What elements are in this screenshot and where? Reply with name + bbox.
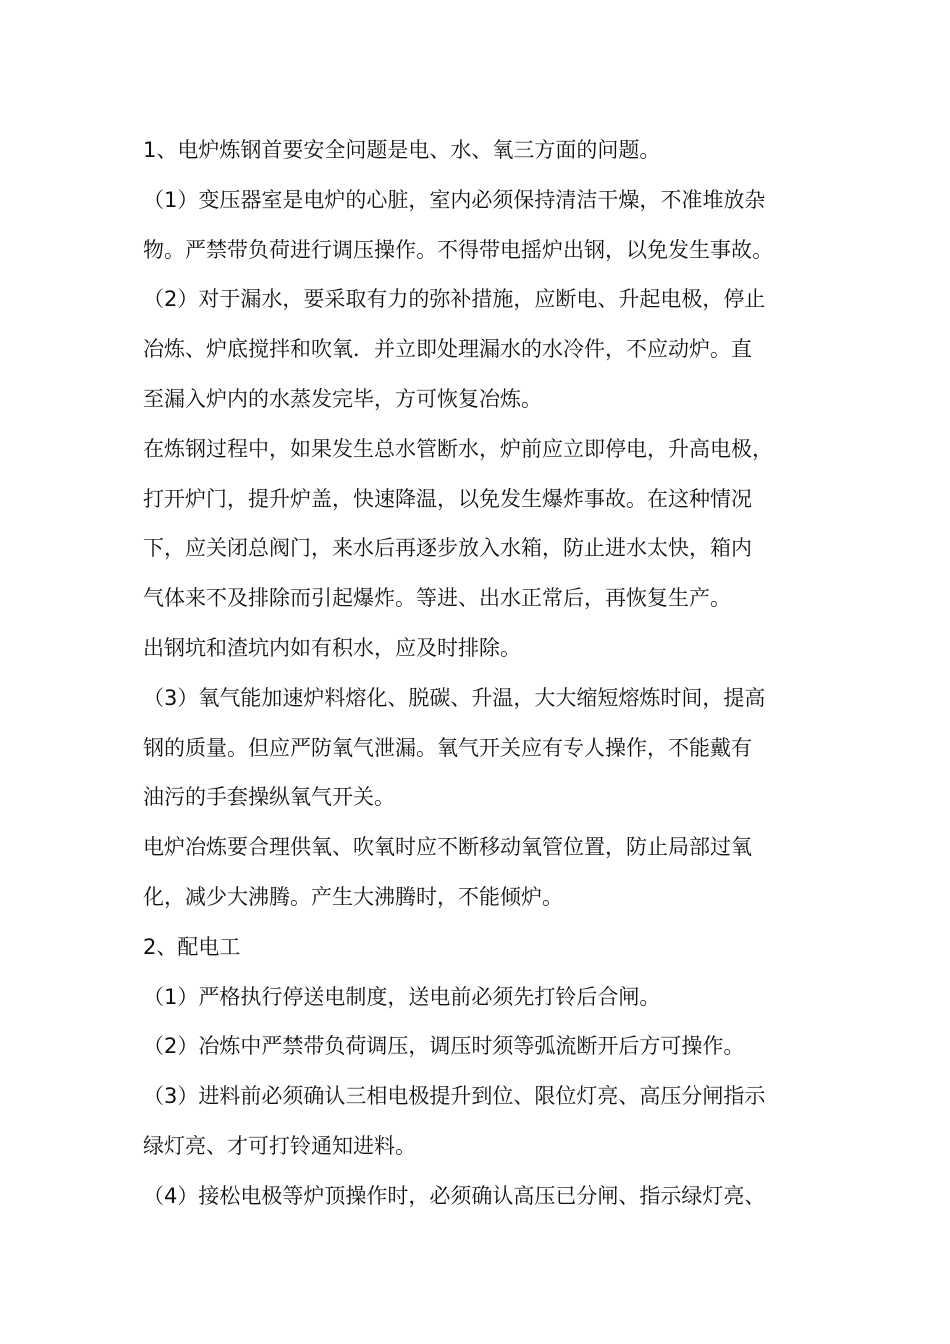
paragraph-line: 打开炉门，提升炉盖，快速降温，以免发生爆炸事故。在这种情况 (143, 486, 752, 511)
paragraph-line: 出钢坑和渣坑内如有积水，应及时排除。 (143, 635, 521, 660)
paragraph-line: 冶炼、炉底搅拌和吹氧．并立即处理漏水的水冷件，不应动炉。直 (143, 337, 752, 362)
paragraph-line: （3）进料前必须确认三相电极提升到位、限位灯亮、高压分闸指示 (143, 1084, 766, 1109)
paragraph-line: 至漏入炉内的水蒸发完毕，方可恢复冶炼。 (143, 386, 542, 411)
paragraph-line: 钢的质量。但应严防氧气泄漏。氧气开关应有专人操作，不能戴有 (143, 735, 752, 760)
paragraph-line: 电炉冶炼要合理供氧、吹氧时应不断移动氧管位置，防止局部过氧 (143, 835, 752, 860)
section-heading-1: 1、电炉炼钢首要安全问题是电、水、氧三方面的问题。 (143, 138, 661, 162)
paragraph-line: 气体来不及排除而引起爆炸。等进、出水正常后，再恢复生产。 (143, 586, 731, 611)
document-body (143, 126, 823, 1222)
paragraph-line: （2）冶炼中严禁带负荷调压，调压时须等弧流断开后方可操作。 (143, 1034, 745, 1059)
paragraph-line: 油污的手套操纵氧气开关。 (143, 785, 395, 810)
paragraph-line: （1）变压器室是电炉的心脏，室内必须保持清洁干燥，不准堆放杂 (143, 187, 766, 212)
paragraph-line: 在炼钢过程中，如果发生总水管断水，炉前应立即停电，升高电极， (143, 436, 773, 461)
paragraph-line: 物。严禁带负荷进行调压操作。不得带电摇炉出钢，以免发生事故。 (143, 237, 773, 262)
section-heading-2: 2、配电工 (143, 934, 241, 959)
paragraph-line: （3）氧气能加速炉料熔化、脱碳、升温，大大缩短熔炼时间，提高 (143, 685, 766, 710)
paragraph-line: （2）对于漏水，要采取有力的弥补措施，应断电、升起电极，停止 (143, 287, 766, 312)
paragraph-line: 下，应关闭总阀门，来水后再逐步放入水箱，防止进水太快，箱内 (143, 536, 752, 561)
paragraph-line: （1）严格执行停送电制度，送电前必须先打铃后合闸。 (143, 984, 661, 1009)
paragraph-line: （4）接松电极等炉顶操作时，必须确认高压已分闸、指示绿灯亮、 (143, 1183, 766, 1208)
paragraph-line: 绿灯亮、才可打铃通知进料。 (143, 1133, 416, 1158)
paragraph-line: 化，减少大沸腾。产生大沸腾时，不能倾炉。 (143, 884, 563, 909)
